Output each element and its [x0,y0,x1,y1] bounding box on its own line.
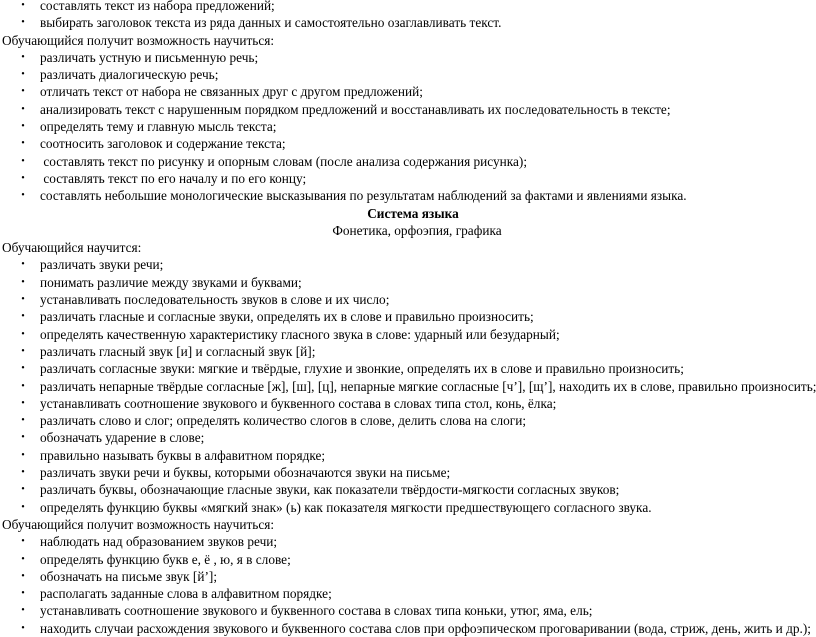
list-item: • различать диалогическую речь; [0,66,816,83]
list-item: • соотносить заголовок и содержание текста; [0,135,816,152]
bullet-icon: • [21,190,25,202]
list-item: • различать согласные звуки: мягкие и твёрдые, глухие и звонкие, определять их в слове и правильно произносить; [0,360,816,377]
section-intro: Обучающийся получит возможность научиться: [2,32,275,48]
list-item: • составлять текст по его началу и по его концу; [0,170,816,187]
bullet-icon: • [21,103,25,115]
bullet-icon: • [21,121,25,133]
bullet-icon: • [21,570,25,582]
bullet-icon: • [21,17,25,29]
bullet-icon: • [21,432,25,444]
bullet-icon: • [21,553,25,565]
bullet-icon: • [21,622,25,634]
list-item: • различать устную и письменную речь; [0,49,816,66]
bullet-icon: • [21,276,25,288]
list-item: • составлять небольшие монологические высказывания по результатам наблюдений за фактами и явлениями языка. [0,187,816,204]
list-item: • определять тему и главную мысль текста; [0,118,816,135]
bullet-icon: • [21,415,25,427]
list-item: • различать звуки речи; [0,256,816,273]
bullet-icon: • [21,536,25,548]
bullet-icon: • [21,172,25,184]
list-item: • определять функцию букв е, ё , ю, я в слове; [0,551,816,568]
list-item: • различать непарные твёрдые согласные [ж], [ш], [ц], непарные мягкие согласные [ч’], [щ’], находить их в слове, правильно произносить; [0,378,816,395]
bullet-icon: • [21,86,25,98]
bullet-icon: • [21,345,25,357]
bullet-icon: • [21,0,25,11]
list-item: • понимать различие между звуками и буквами; [0,274,816,291]
list-item: • определять функцию буквы «мягкий знак» (ь) как показателя мягкости предшествующего согласного звука. [0,499,816,516]
bullet-icon: • [21,311,25,323]
bullet-icon: • [21,588,25,600]
bullet-icon: • [21,363,25,375]
bullet-icon: • [21,501,25,513]
bullet-icon: • [21,69,25,81]
list-item: • обозначать ударение в слове; [0,429,816,446]
list-item: • различать гласный звук [и] и согласный звук [й]; [0,343,816,360]
list-item: • составлять текст из набора предложений; [0,0,816,14]
list-item: • устанавливать последовательность звуков в слове и их число; [0,291,816,308]
section-intro: Обучающийся получит возможность научиться: [2,516,275,532]
bullet-icon: • [21,328,25,340]
section-title: Система языка [367,205,459,221]
bullet-icon: • [21,467,25,479]
list-item: • наблюдать над образованием звуков речи; [0,533,816,550]
section-intro: Обучающийся научится: [2,240,142,256]
bullet-icon: • [21,155,25,167]
bullet-icon: • [21,51,25,63]
bullet-icon: • [21,605,25,617]
list-item: • располагать заданные слова в алфавитном порядке; [0,585,816,602]
bullet-icon: • [21,484,25,496]
list-item: • различать буквы, обозначающие гласные звуки, как показатели твёрдости-мягкости согласных звуков; [0,481,816,498]
list-item: • составлять текст по рисунку и опорным словам (после анализа содержания рисунка); [0,153,816,170]
list-item: • различать слово и слог; определять количество слогов в слове, делить слова на слоги; [0,412,816,429]
list-item: • правильно называть буквы в алфавитном порядке; [0,447,816,464]
list-item: • определять качественную характеристику гласного звука в слове: ударный или безударный; [0,326,816,343]
list-item: • отличать текст от набора не связанных друг с другом предложений; [0,83,816,100]
list-item: • устанавливать соотношение звукового и буквенного состава в словах типа коньки, утюг, яма, ель; [0,602,816,619]
list-item: • различать звуки речи и буквы, которыми обозначаются звуки на письме; [0,464,816,481]
bullet-icon: • [21,259,25,271]
list-item: • устанавливать соотношение звукового и буквенного состава в словах типа стол, конь, ёлка; [0,395,816,412]
bullet-icon: • [21,294,25,306]
list-item: • анализировать текст с нарушенным порядком предложений и восстанавливать их последовательность в тексте; [0,101,816,118]
bullet-icon: • [21,449,25,461]
bullet-icon: • [21,397,25,409]
bullet-icon: • [21,138,25,150]
section-subtitle: Фонетика, орфоэпия, графика [332,222,502,238]
list-item: • различать гласные и согласные звуки, определять их в слове и правильно произносить; [0,308,816,325]
list-item: • выбирать заголовок текста из ряда данных и самостоятельно озаглавливать текст. [0,14,816,31]
list-item: • находить случаи расхождения звукового и буквенного состава слов при орфоэпическом проговаривании (вода, стриж, день, жить и др.); [0,620,816,637]
list-item: • обозначать на письме звук [й’]; [0,568,816,585]
bullet-icon: • [21,380,25,392]
